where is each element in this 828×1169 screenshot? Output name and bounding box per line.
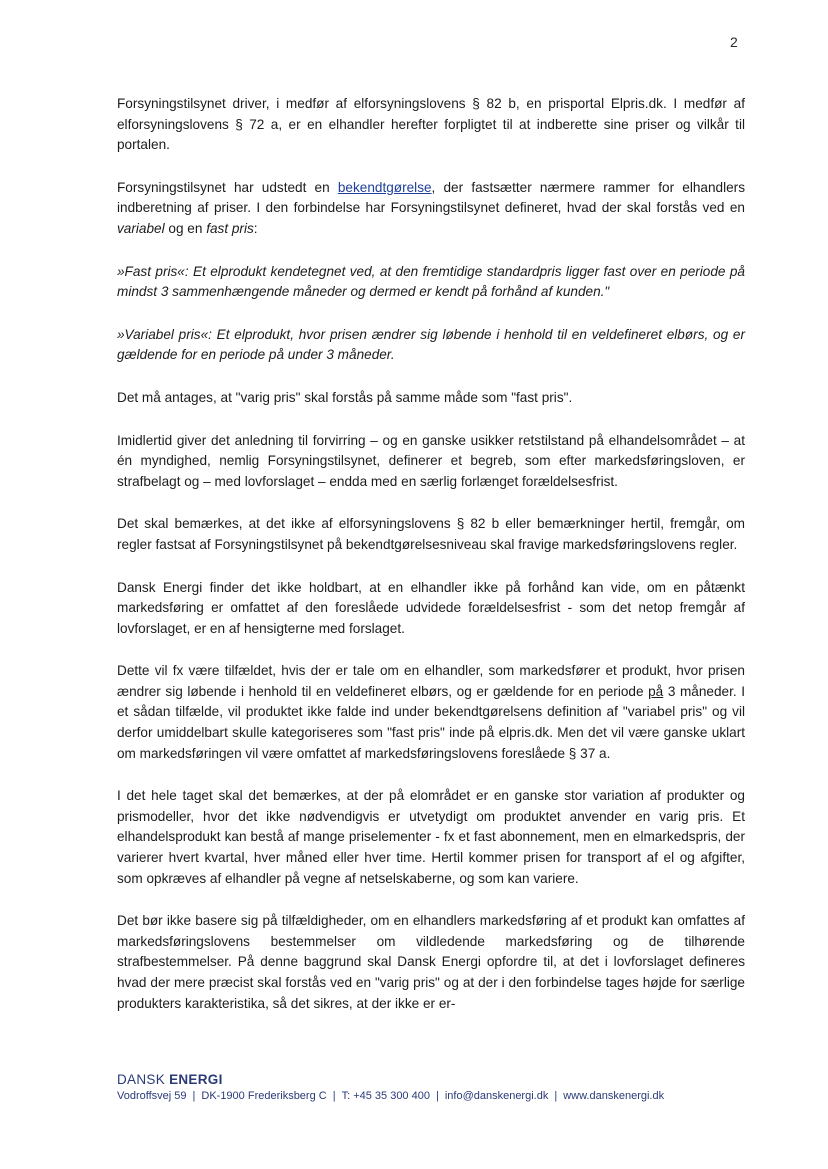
quote-variabel-pris: »Variabel pris«: Et elprodukt, hvor prisen ændrer sig løbende i henhold til en veldefineret elbørs, og er gældende for en periode på under 3 måneder. — [117, 326, 745, 363]
letter-body — [117, 94, 745, 1036]
emphasis-fast-pris: fast pris — [206, 220, 254, 236]
text-segment: Dette vil fx være tilfældet, hvis der er tale om en elhandler, som markedsfører et produkt, hvor prisen ændrer sig løbende i henhold til en veldefineret elbørs, og er gældende for en periode — [117, 663, 745, 699]
quote-fast-pris: »Fast pris«: Et elprodukt kendetegnet ved, at den fremtidige standardpris ligger fast over en periode på mindst 3 sammenhængende måneder og dermed er kendt på forhånd af kunden." — [117, 263, 745, 300]
paragraph: Imidlertid giver det anledning til forvirring – og en ganske usikker retstilstand på elhandelsområdet – at én myndighed, nemlig Forsyningstilsynet, definerer et begreb, som efter markedsføringsloven, er strafbelagt og – med lovforslaget – endda med en særlig forlænget forældelsesfrist. — [117, 432, 745, 489]
contact-line — [117, 1090, 757, 1102]
brand-bold: ENERGI — [169, 1072, 223, 1087]
text-segment: : — [253, 220, 258, 236]
email: info@danskenergi.dk — [444, 1090, 549, 1102]
underlined-word: på — [648, 683, 664, 699]
footer — [117, 1072, 757, 1102]
text-segment: og en — [164, 220, 207, 236]
separator: | — [332, 1090, 336, 1102]
paragraph: Det skal bemærkes, at det ikke af elforsyningslovens § 82 b eller bemærkninger hertil, fremgår, om regler fastsat af Forsyningstilsynet på bekendtgørelsesniveau skal fravige markedsføringslovens regler. — [117, 516, 745, 552]
bekendtgorelse-link[interactable]: bekendtgørelse — [337, 179, 432, 195]
paragraph: Det bør ikke basere sig på tilfældigheder, om en elhandlers markedsføring af et produkt kan omfattes af markedsføringslovens bestemmelser om vildledende markedsføring og de tilhørende strafbestemmelser. På denne baggrund skal Dansk Energi opfordre til, at det i lovforslaget defineres hvad der mere præcist skal forstås ved en "varig pris" og at der i den forbindelse tages højde for særlige produkters karakteristika, så det sikres, at der ikke er er- — [117, 913, 745, 1011]
website: www.danskenergi.dk — [563, 1090, 665, 1102]
separator: | — [435, 1090, 439, 1102]
text-segment: 3 måneder. I et sådan tilfælde, vil produktet ikke falde ind under bekendtgørelsens definition af "variabel pris" og vil derfor umiddelbart skulle kategoriseres som "fast pris" inde på elpris.dk. Men det vil være ganske uklart om markedsføringen vil være omfattet af markedsføringslovens foreslåede § 37 a. — [117, 683, 745, 761]
paragraph: Dansk Energi finder det ikke holdbart, at en elhandler ikke på forhånd kan vide, om en påtænkt markedsføring er omfattet af den foreslåede udvidede forældelsesfrist - som det netop fremgår af lovforslaget, er en af hensigterne med forslaget. — [117, 579, 745, 636]
address: Vodroffsvej 59 — [117, 1090, 187, 1102]
brand-light: DANSK — [117, 1072, 170, 1087]
paragraph — [117, 661, 745, 764]
paragraph: I det hele taget skal det bemærkes, at der på elområdet er en ganske stor variation af produkter og prismodeller, hvor det ikke nødvendigvis er utvetydigt om produktet anvender en varig pris. Et elhandelsprodukt kan bestå af mange priselementer - fx et fast abonnement, men en elmarkedspris, der varierer hvert kvartal, hver måned eller hver time. Hertil kommer prisen for transport af el og afgifter, som opkræves af elhandler på vegne af netselskaberne, og som kan variere. — [117, 788, 745, 886]
phone: T: +45 35 300 400 — [341, 1090, 430, 1102]
text-segment: Forsyningstilsynet har udstedt en — [117, 179, 338, 195]
page-number: 2 — [730, 34, 738, 50]
paragraph: Forsyningstilsynet driver, i medfør af elforsyningslovens § 82 b, en prisportal Elpris.dk. I medfør af elforsyningslovens § 72 a, er en elhandler herefter forpligtet til at indberette sine priser og vilkår til portalen. — [117, 96, 745, 153]
text-segment: , der fastsætter nærmere rammer for elhandlers indberetning af priser. I den forbindelse har Forsyningstilsynet defineret, hvad der skal forstås ved en — [117, 179, 745, 216]
separator: | — [554, 1090, 558, 1102]
company-logo — [117, 1072, 757, 1087]
separator: | — [192, 1090, 196, 1102]
city: DK-1900 Frederiksberg C — [201, 1090, 327, 1102]
paragraph: Det må antages, at "varig pris" skal forstås på samme måde som "fast pris". — [117, 389, 573, 405]
emphasis-variabel: variabel — [117, 220, 165, 236]
paragraph — [117, 178, 745, 240]
